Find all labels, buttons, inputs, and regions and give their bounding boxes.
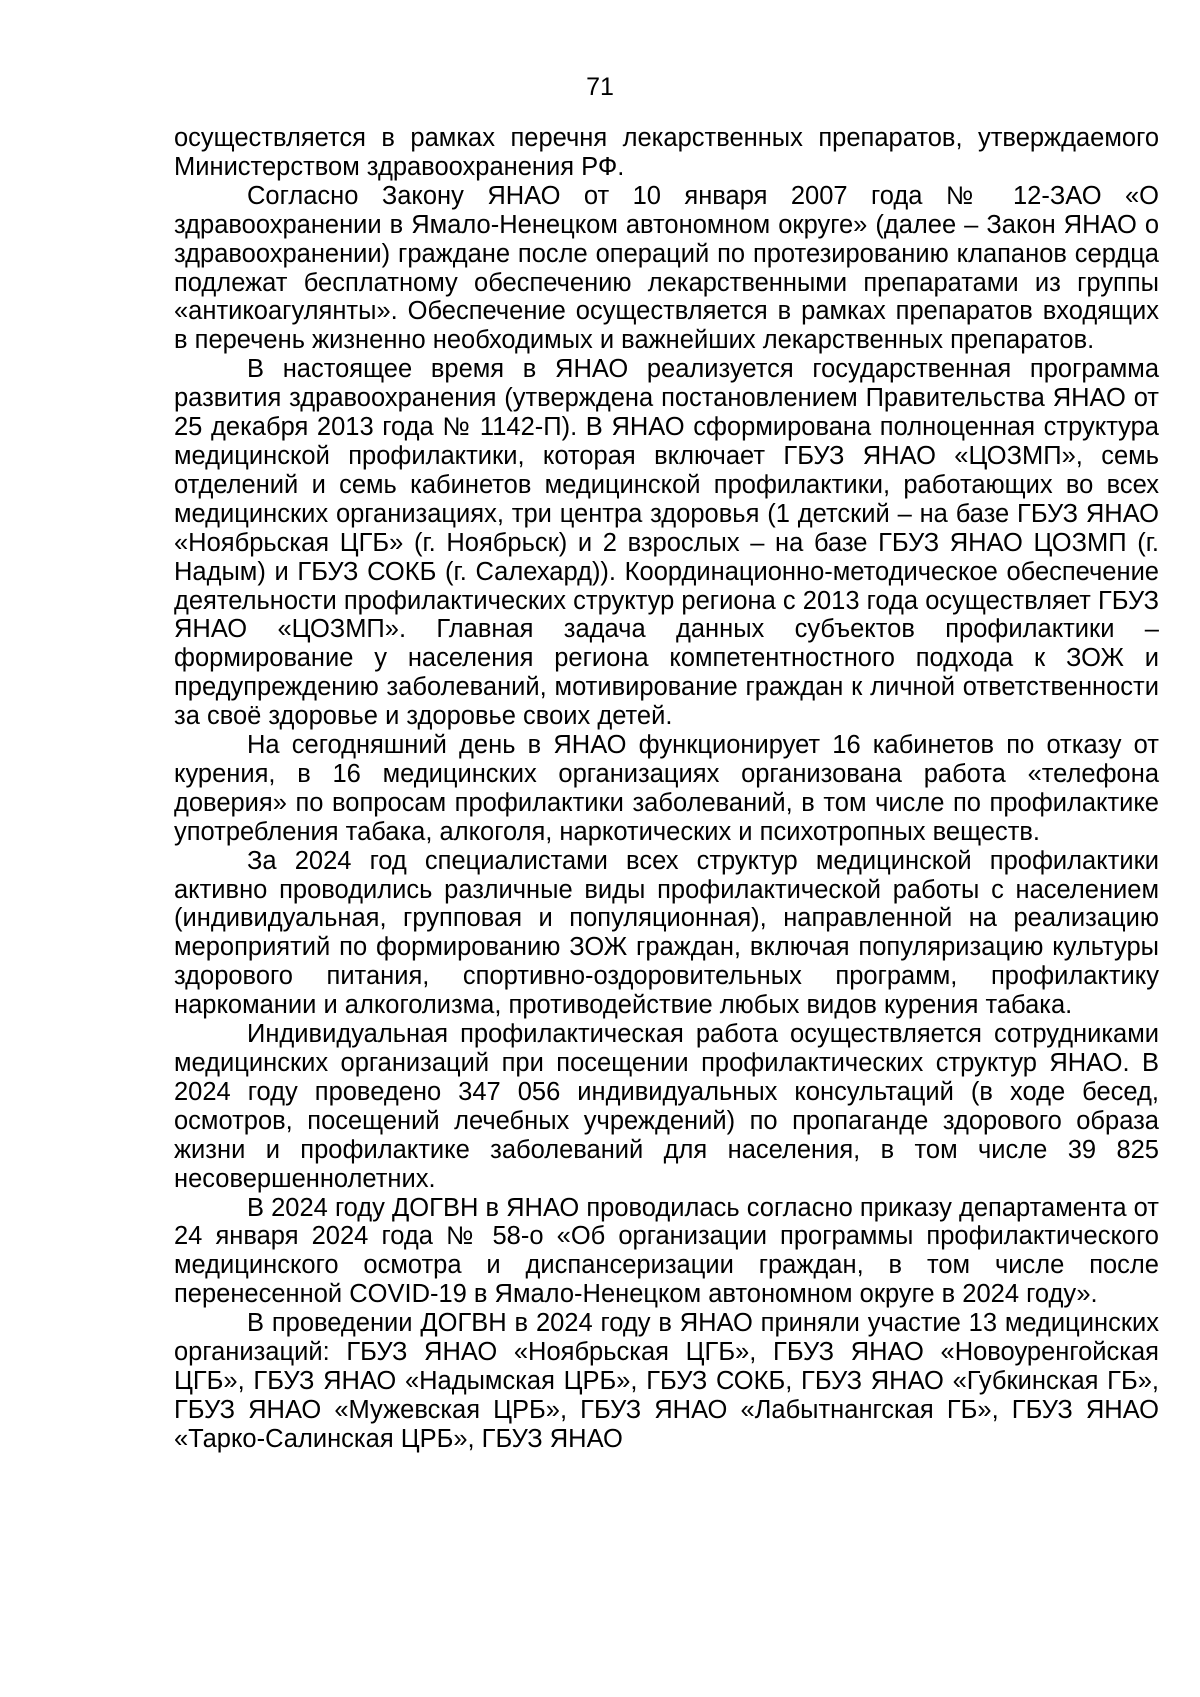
paragraph: На сегодняшний день в ЯНАО функционирует 16 кабинетов по отказу от курения, в 16 медицинских организациях организована работа «телефона доверия» по вопросам профилактики заболеваний, в том числе по профилактике употребления табака, алкоголя, наркотических и психотропных веществ.	[174, 731, 1159, 846]
paragraph: В проведении ДОГВН в 2024 году в ЯНАО приняли участие 13 медицинских организаций: ГБУЗ ЯНАО «Ноябрьская ЦГБ», ГБУЗ ЯНАО «Новоуренгойская ЦГБ», ГБУЗ ЯНАО «Надымская ЦРБ», ГБУЗ СОКБ, ГБУЗ ЯНАО «Губкинская ГБ», ГБУЗ ЯНАО «Мужевская ЦРБ», ГБУЗ ЯНАО «Лабытнангская ГБ», ГБУЗ ЯНАО «Тарко-Салинская ЦРБ», ГБУЗ ЯНАО	[174, 1309, 1159, 1453]
paragraph: За 2024 год специалистами всех структур медицинской профилактики активно проводились различные виды профилактической работы с населением (индивидуальная, групповая и популяционная), направленной на реализацию мероприятий по формированию ЗОЖ граждан, включая популяризацию культуры здорового питания, спортивно-оздоровительных программ, профилактику наркомании и алкоголизма, противодействие любых видов курения табака.	[174, 846, 1159, 1020]
paragraph: В 2024 году ДОГВН в ЯНАО проводилась согласно приказу департамента от 24 января 2024 года № 58-о «Об организации программы профилактического медицинского осмотра и диспансеризации граждан, в том числе после перенесенной COVID-19 в Ямало-Ненецком автономном округе в 2024 году».	[174, 1193, 1159, 1309]
body-text	[174, 124, 1159, 1454]
paragraph-continuation: осуществляется в рамках перечня лекарственных препаратов, утверждаемого Министерством здравоохранения РФ.	[174, 124, 1159, 181]
page-number: 71	[586, 73, 614, 101]
paragraph: Индивидуальная профилактическая работа осуществляется сотрудниками медицинских организаций при посещении профилактических структур ЯНАО. В 2024 году проведено 347 056 индивидуальных консультаций (в ходе бесед, осмотров, посещений лечебных учреждений) по пропаганде здорового образа жизни и профилактике заболеваний для населения, в том числе 39 825 несовершеннолетних.	[174, 1020, 1159, 1193]
paragraph: Согласно Закону ЯНАО от 10 января 2007 года № 12-ЗАО «О здравоохранении в Ямало-Ненецком автономном округе» (далее – Закон ЯНАО о здравоохранении) граждане после операций по протезированию клапанов сердца подлежат бесплатному обеспечению лекарственными препаратами из группы «антикоагулянты». Обеспечение осуществляется в рамках препаратов входящих в перечень жизненно необходимых и важнейших лекарственных препаратов.	[174, 181, 1159, 355]
paragraph: В настоящее время в ЯНАО реализуется государственная программа развития здравоохранения (утверждена постановлением Правительства ЯНАО от 25 декабря 2013 года № 1142-П). В ЯНАО сформирована полноценная структура медицинской профилактики, которая включает ГБУЗ ЯНАО «ЦОЗМП», семь отделений и семь кабинетов медицинской профилактики, работающих во всех медицинских организациях, три центра здоровья (1 детский – на базе ГБУЗ ЯНАО «Ноябрьская ЦГБ» (г. Ноябрьск) и 2 взрослых – на базе ГБУЗ ЯНАО ЦОЗМП (г. Надым) и ГБУЗ СОКБ (г. Салехард)). Координационно-методическое обеспечение деятельности профилактических структур региона с 2013 года осуществляет ГБУЗ ЯНАО «ЦОЗМП». Главная задача данных субъектов профилактики – формирование у населения региона компетентностного подхода к ЗОЖ и предупреждению заболеваний, мотивирование граждан к личной ответственности за своё здоровье и здоровье своих детей.	[174, 355, 1159, 731]
